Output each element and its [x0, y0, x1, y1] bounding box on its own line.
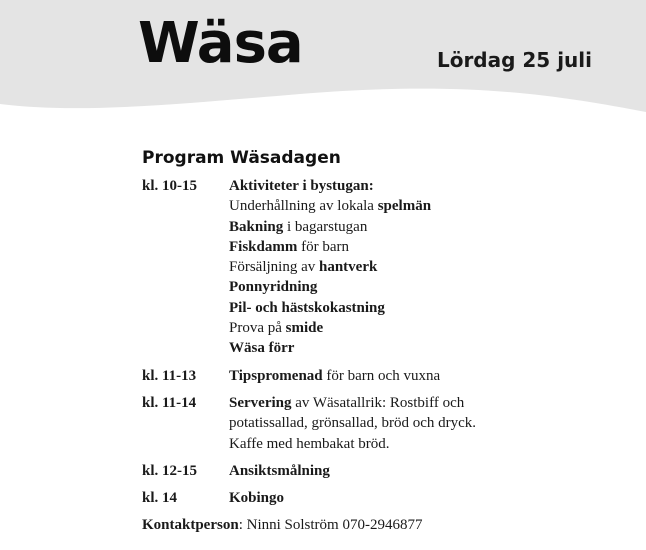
- slot-activities: [229, 393, 476, 454]
- activity-highlight: Fiskdamm: [229, 238, 298, 255]
- activity-text: Underhållning av lokala: [229, 198, 378, 215]
- activity-line: [229, 257, 431, 277]
- activity-highlight: smide: [285, 320, 324, 337]
- activity-line: [229, 393, 476, 413]
- activity-highlight: Tipspromenad: [229, 367, 323, 384]
- activity-line: [229, 237, 431, 257]
- activity-highlight: Kobingo: [229, 490, 285, 507]
- activity-line: [229, 277, 431, 297]
- contact-line: [142, 515, 422, 535]
- slot-activities: [229, 366, 440, 386]
- activity-line: [229, 318, 431, 338]
- activity-text: Försäljning av: [229, 259, 319, 276]
- activity-highlight: Ansiktsmålning: [229, 462, 330, 479]
- activity-highlight: hantverk: [319, 259, 378, 276]
- schedule-list: [142, 176, 582, 515]
- activity-line: [229, 196, 431, 216]
- slot-time: kl. 10-15: [142, 178, 198, 194]
- schedule-slot: [142, 176, 582, 359]
- activity-highlight: Aktiviteter i bystugan:: [229, 178, 374, 194]
- event-date: Lördag 25 juli: [436, 48, 592, 72]
- activity-highlight: spelmän: [377, 198, 432, 215]
- slot-time: kl. 11-13: [142, 367, 197, 384]
- activity-text: i bagarstugan: [283, 218, 368, 235]
- activity-text: potatissallad, grönsallad, bröd och dryck.: [229, 415, 477, 432]
- activity-text: för barn och vuxna: [322, 367, 441, 384]
- activity-line: [229, 298, 431, 318]
- slot-time: kl. 11-14: [142, 394, 197, 411]
- activity-text: Prova på: [229, 320, 286, 337]
- schedule-slot: [142, 393, 582, 454]
- slot-time: kl. 12-15: [142, 462, 198, 479]
- activity-highlight: Bakning: [229, 218, 284, 235]
- activity-highlight: Servering: [229, 394, 292, 411]
- activity-line: [229, 366, 440, 386]
- activity-highlight: Ponnyridning: [229, 279, 318, 296]
- activity-line: [229, 217, 431, 237]
- schedule-slot: [142, 488, 582, 508]
- schedule-slot: [142, 366, 582, 386]
- contact-label: Kontaktperson: [142, 517, 239, 533]
- activity-line: [229, 434, 476, 454]
- program-heading: Program Wäsadagen: [142, 148, 341, 168]
- slot-activities: [229, 488, 284, 508]
- slot-activities: [229, 461, 330, 481]
- activity-line: [229, 488, 284, 508]
- contact-value: : Ninni Solström 070-2946877: [238, 517, 423, 533]
- slot-activities: [229, 176, 431, 359]
- schedule-slot: [142, 461, 582, 481]
- page-title: Wäsa: [138, 11, 303, 76]
- activity-highlight: Pil- och hästskokastning: [229, 299, 385, 316]
- activity-line: [229, 338, 431, 358]
- activity-highlight: Wäsa förr: [229, 340, 295, 357]
- activity-line: [229, 413, 476, 433]
- slot-time: kl. 14: [142, 490, 178, 507]
- activity-text: Kaffe med hembakat bröd.: [229, 435, 390, 452]
- activity-line: [229, 176, 431, 196]
- activity-line: [229, 461, 330, 481]
- activity-text: av Wäsatallrik: Rostbiff och: [291, 394, 465, 411]
- activity-text: för barn: [297, 238, 349, 255]
